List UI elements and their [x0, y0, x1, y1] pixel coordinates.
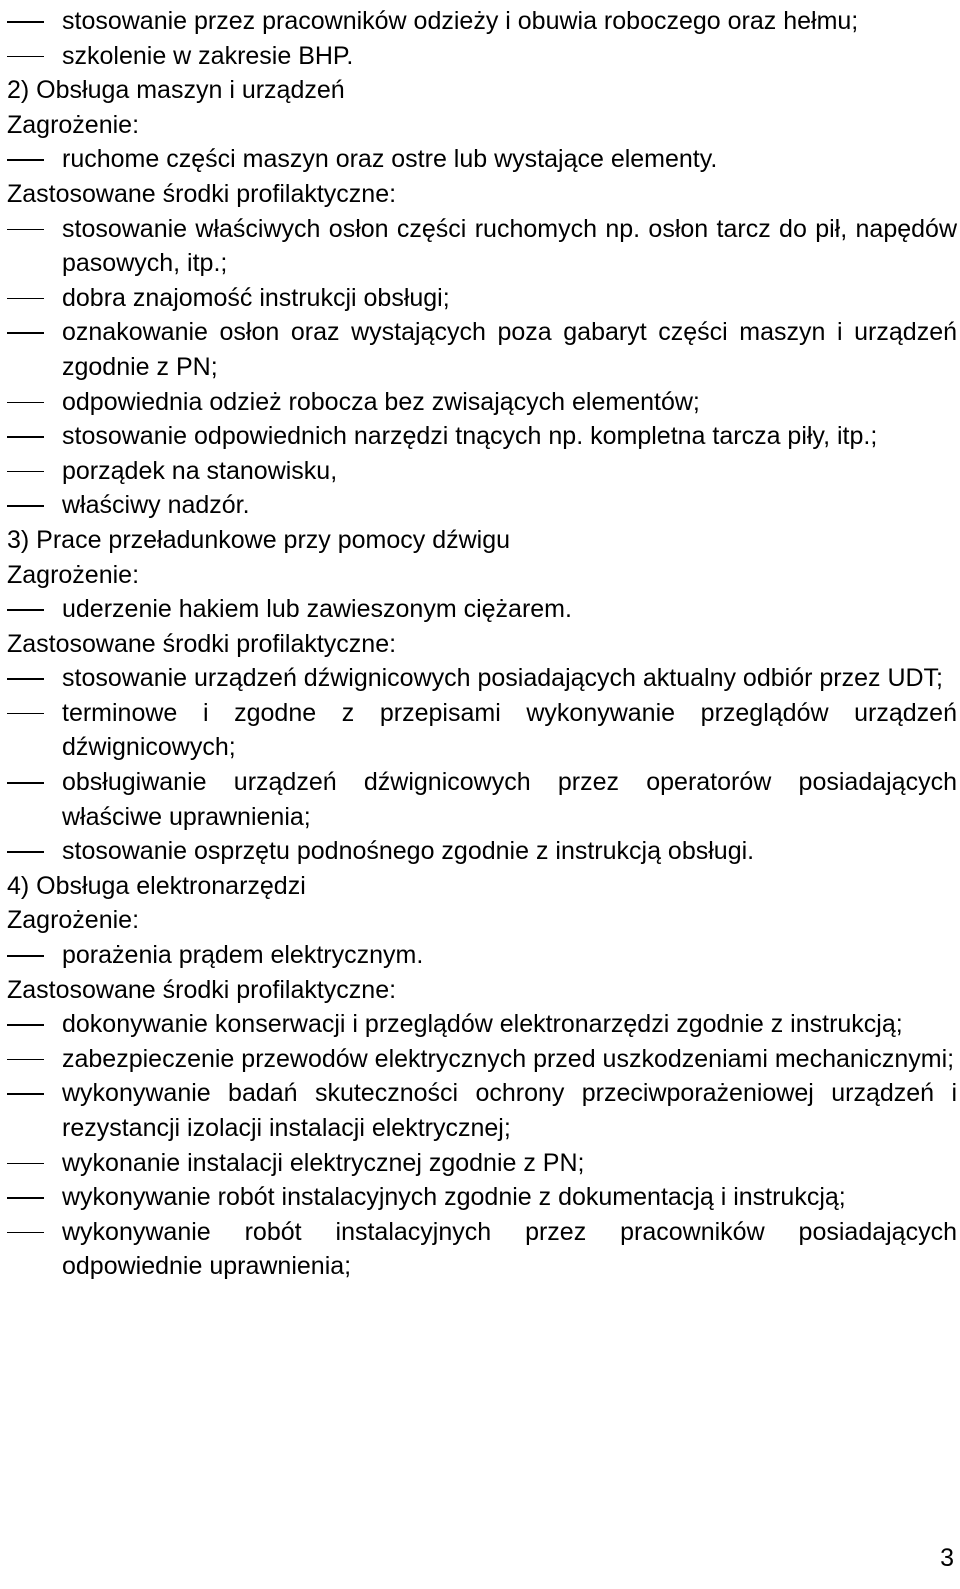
bullet-item: [7, 1007, 957, 1042]
bullet-text: stosowanie właściwych osłon części ruchomych np. osłon tarcz do pił, napędów pasowych, itp.;: [62, 214, 957, 278]
bullet-text: szkolenie w zakresie BHP.: [62, 41, 354, 70]
bullet-text: terminowe i zgodne z przepisami wykonywanie przeglądów urządzeń dźwignicowych;: [62, 698, 957, 762]
section-heading: 3) Prace przeładunkowe przy pomocy dźwigu: [7, 525, 511, 554]
bullet-text: wykonywanie badań skuteczności ochrony przeciwporażeniowej urządzeń i rezystancji izolacji instalacji elektrycznej;: [62, 1079, 957, 1142]
bullet-text: dobra znajomość instrukcji obsługi;: [62, 283, 450, 312]
section-label: Zastosowane środki profilaktyczne:: [7, 629, 397, 658]
bullet-text: wykonywanie robót instalacyjnych zgodnie z dokumentacją i instrukcją;: [62, 1183, 846, 1212]
bullet-item: [7, 454, 957, 489]
bullet-item: [7, 212, 957, 281]
bullet-text: stosowanie odpowiednich narzędzi tnących np. kompletna tarcza piły, itp.;: [62, 422, 878, 451]
bullet-text: stosowanie przez pracowników odzieży i obuwia roboczego oraz hełmu;: [62, 7, 859, 35]
section-label: Zastosowane środki profilaktyczne:: [7, 179, 397, 208]
bullet-text: stosowanie osprzętu podnośnego zgodnie z instrukcją obsługi.: [62, 837, 755, 866]
bullet-item: [7, 488, 957, 523]
bullet-item: [7, 938, 957, 973]
bullet-item: [7, 1215, 957, 1284]
section-heading: 2) Obsługa maszyn i urządzeń: [7, 76, 345, 105]
bullet-text: dokonywanie konserwacji i przeglądów elektronarzędzi zgodnie z instrukcją;: [62, 1010, 903, 1039]
bullet-text: odpowiednia odzież robocza bez zwisających elementów;: [62, 387, 700, 416]
bullet-text: porażenia prądem elektrycznym.: [62, 941, 424, 970]
bullet-item: [7, 385, 957, 420]
bullet-item: [7, 592, 957, 627]
bullet-text: wykonanie instalacji elektrycznej zgodnie z PN;: [62, 1148, 585, 1177]
bullet-item: [7, 39, 957, 74]
section-label: Zastosowane środki profilaktyczne:: [7, 975, 397, 1004]
bullet-text: ruchome części maszyn oraz ostre lub wystające elementy.: [62, 145, 718, 174]
bullet-item: [7, 1042, 957, 1077]
bullet-item: [7, 765, 957, 834]
bullet-item: [7, 281, 957, 316]
bullet-text: zabezpieczenie przewodów elektrycznych przed uszkodzeniami mechanicznymi;: [62, 1044, 955, 1073]
bullet-item: [7, 419, 957, 454]
document-body: [7, 4, 957, 1284]
bullet-item: [7, 696, 957, 765]
bullet-text: porządek na stanowisku,: [62, 456, 338, 485]
bullet-item: [7, 1076, 957, 1145]
bullet-text: oznakowanie osłon oraz wystających poza gabaryt części maszyn i urządzeń zgodnie z PN;: [62, 318, 957, 381]
bullet-text: właściwy nadzór.: [62, 491, 250, 520]
bullet-text: stosowanie urządzeń dźwignicowych posiadających aktualny odbiór przez UDT;: [62, 664, 944, 693]
section-label: Zagrożenie:: [7, 906, 140, 935]
bullet-item: [7, 1180, 957, 1215]
page-number: 3: [940, 1544, 954, 1572]
bullet-text: obsługiwanie urządzeń dźwignicowych przez operatorów posiadających właściwe uprawnienia;: [62, 768, 957, 831]
section-heading: 4) Obsługa elektronarzędzi: [7, 871, 306, 900]
bullet-text: wykonywanie robót instalacyjnych przez pracowników posiadających odpowiednie uprawnienia;: [62, 1217, 957, 1281]
bullet-item: [7, 1146, 957, 1181]
bullet-item: [7, 834, 957, 869]
bullet-item: [7, 142, 957, 177]
bullet-item: [7, 661, 957, 696]
section-label: Zagrożenie:: [7, 560, 140, 589]
section-label: Zagrożenie:: [7, 110, 140, 139]
bullet-item: [7, 315, 957, 384]
bullet-item: [7, 4, 957, 39]
bullet-text: uderzenie hakiem lub zawieszonym ciężarem.: [62, 595, 572, 624]
